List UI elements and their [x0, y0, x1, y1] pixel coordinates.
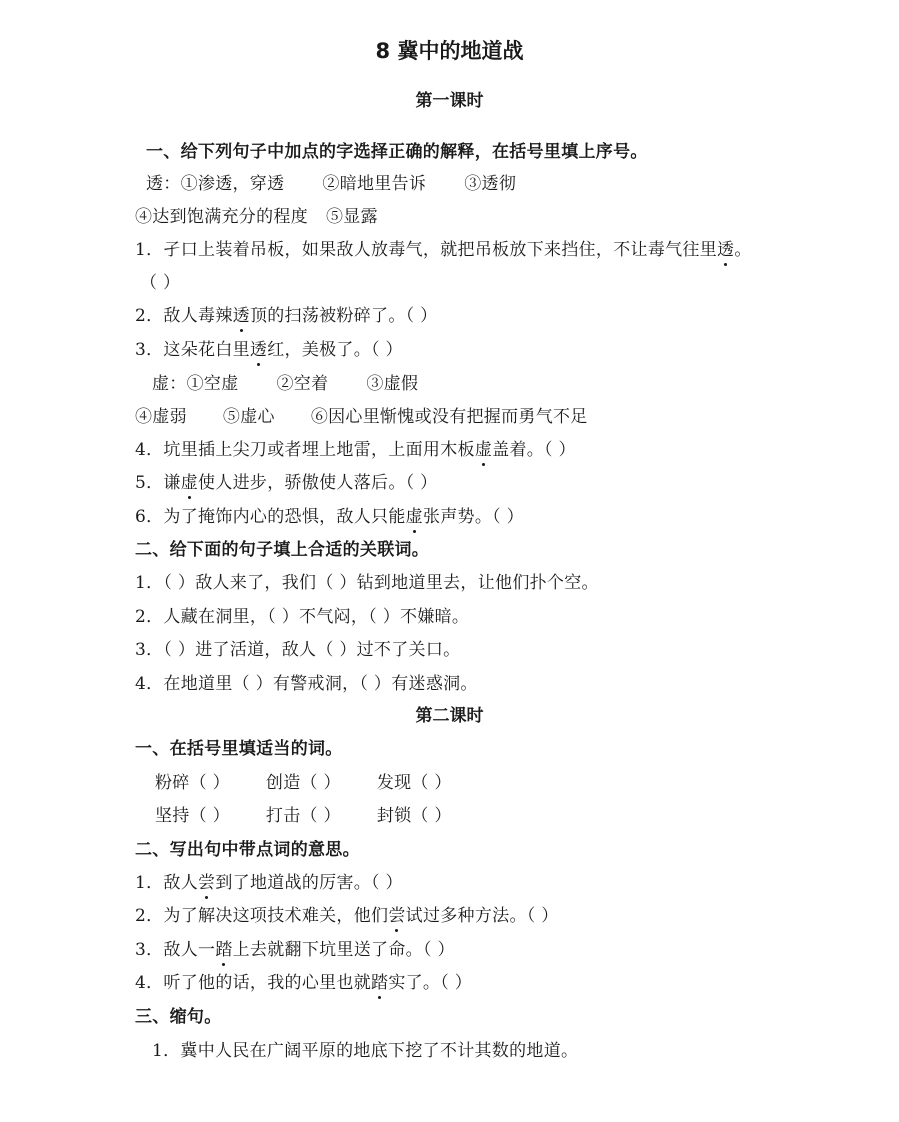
conjunction-question-4: 4．在地道里（ ）有警戒洞，（ ）有迷惑洞。 — [135, 674, 478, 694]
meaning-question-2-text: 2．为了解决这项技术难关，他们 — [135, 906, 389, 926]
question-3-end: 红，美极了。（ ） — [267, 340, 403, 360]
question-6-end: 张声势。（ ） — [422, 507, 524, 527]
tou-options-row1 — [146, 172, 516, 196]
question-5-text: 5．谦 — [135, 473, 181, 493]
tou-option-e: ⑤显露 — [326, 207, 378, 227]
question-3-text: 3．这朵花白里 — [135, 340, 250, 360]
meaning-question-4-end: 实了。（ ） — [388, 973, 473, 993]
lesson2-section3-heading: 三、缩句。 — [135, 1007, 222, 1027]
xu-options-row2 — [135, 405, 588, 429]
section2-heading: 二、给下面的句子填上合适的关联词。 — [135, 540, 430, 560]
dotted-char: 透 — [232, 306, 250, 326]
tou-option-a: 透：①渗透，穿透 — [146, 174, 285, 194]
xu-option-e: ⑤虚心 — [222, 407, 275, 427]
question-2-end: 顶的扫荡被粉碎了。（ ） — [249, 306, 438, 326]
conjunction-question-3: 3．（ ）进了活道，敌人（ ）过不了关口。 — [135, 640, 461, 660]
question-2-text: 2．敌人毒辣 — [135, 306, 233, 326]
meaning-question-1-text: 1．敌人 — [135, 873, 199, 893]
question-6-text: 6．为了掩饰内心的恐惧，敌人只能 — [135, 507, 406, 527]
question-4-end: 盖着。（ ） — [492, 440, 576, 460]
meaning-question-3 — [135, 938, 455, 962]
xu-option-b: ②空着 — [276, 374, 329, 394]
dotted-char: 虚 — [474, 440, 493, 460]
dotted-char: 虚 — [405, 507, 423, 527]
page-title: 8 冀中的地道战 — [375, 39, 524, 63]
section1-heading: 一、给下列句子中加点的字选择正确的解释，在括号里填上序号。 — [146, 142, 648, 162]
meaning-question-4 — [135, 971, 472, 995]
dotted-char: 尝 — [198, 873, 216, 893]
tou-option-c: ③透彻 — [464, 174, 517, 194]
xu-option-f: ⑥因心里惭愧或没有把握而勇气不足 — [310, 407, 588, 427]
lesson2-section2-heading: 二、写出句中带点词的意思。 — [135, 840, 360, 860]
meaning-question-2 — [135, 904, 559, 928]
dotted-char: 透 — [717, 240, 735, 260]
conjunction-question-2: 2．人藏在洞里，（ ）不气闷，（ ）不嫌暗。 — [135, 607, 470, 627]
dotted-char: 虚 — [180, 473, 199, 493]
meaning-question-3-end: 上去就翻下坑里送了命。（ ） — [232, 940, 455, 960]
shorten-question-1: 1．冀中人民在广阔平原的地底下挖了不计其数的地道。 — [152, 1041, 579, 1061]
xu-option-c: ③虚假 — [366, 374, 419, 394]
question-5-end: 使人进步，骄傲使人落后。（ ） — [198, 473, 438, 493]
word-daji: 打击（ ） — [265, 806, 341, 826]
meaning-question-1 — [135, 871, 403, 895]
xu-option-a: 虚：①空虚 — [152, 374, 239, 394]
question-1-end: 。 — [734, 240, 752, 260]
dotted-char: 透 — [249, 340, 268, 360]
word-fensui: 粉碎（ ） — [155, 773, 230, 793]
lesson1-heading: 第一课时 — [415, 91, 484, 111]
question-1-text: 1．孑口上装着吊板，如果敌人放毒气，就把吊板放下来挡住，不让毒气往里 — [135, 240, 718, 260]
xu-option-d: ④虚弱 — [135, 407, 187, 427]
meaning-question-4-text: 4．听了他的话，我的心里也就 — [135, 973, 372, 993]
tou-option-b: ②暗地里告诉 — [322, 174, 427, 194]
question-1-answer-paren: （ ） — [140, 273, 181, 293]
question-3 — [135, 338, 403, 362]
word-row-1 — [155, 771, 452, 795]
lesson2-section1-heading: 一、在括号里填适当的词。 — [135, 739, 343, 759]
lesson2-heading: 第二课时 — [415, 706, 484, 726]
meaning-question-3-text: 3．敌人一 — [135, 940, 216, 960]
xu-options-row1 — [152, 372, 418, 396]
meaning-question-2-end: 试过多种方法。（ ） — [405, 906, 559, 926]
question-6 — [135, 505, 524, 529]
word-faxian: 发现（ ） — [376, 773, 452, 793]
word-fengsuo: 封锁（ ） — [376, 806, 452, 826]
meaning-question-1-end: 到了地道战的厉害。（ ） — [215, 873, 403, 893]
question-1 — [135, 238, 752, 262]
conjunction-question-1: 1．（ ）敌人来了，我们（ ）钻到地道里去，让他们扑个空。 — [135, 573, 599, 593]
question-2 — [135, 304, 437, 328]
word-chuangzao: 创造（ ） — [265, 773, 341, 793]
question-5 — [135, 471, 437, 495]
question-4 — [135, 438, 576, 462]
dotted-char: 踏 — [215, 940, 233, 960]
dotted-char: 踏 — [371, 973, 389, 993]
tou-option-d: ④达到饱满充分的程度 — [135, 207, 308, 227]
dotted-char: 尝 — [388, 906, 406, 926]
word-row-2 — [155, 804, 452, 828]
word-jianchi: 坚持（ ） — [155, 806, 230, 826]
question-4-text: 4．坑里插上尖刀或者埋上地雷，上面用木板 — [135, 440, 475, 460]
tou-options-row2 — [135, 205, 378, 229]
